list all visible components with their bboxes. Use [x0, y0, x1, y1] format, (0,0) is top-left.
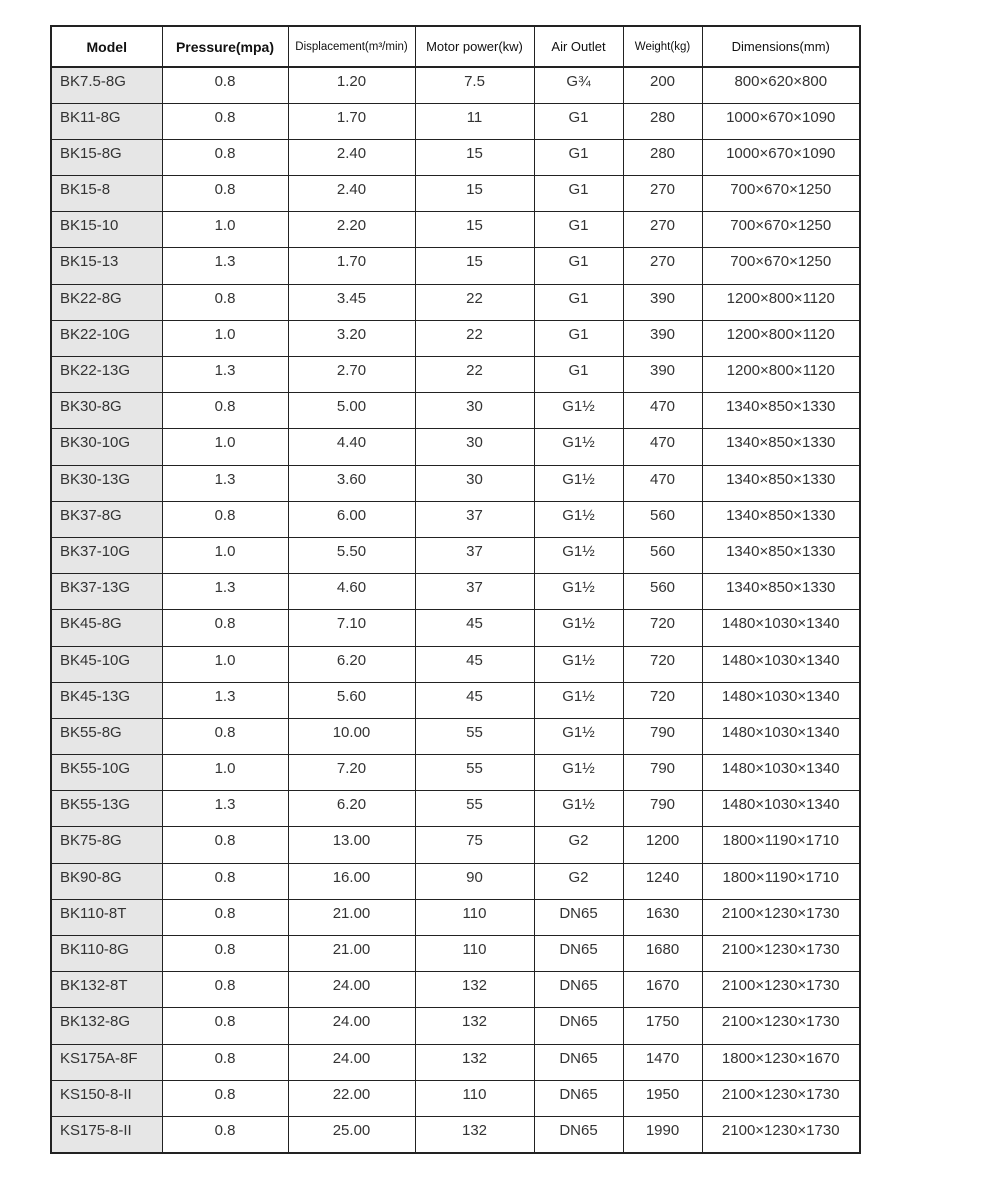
cell-motor-power: 15 [415, 248, 534, 284]
cell-model: BK15-8 [51, 176, 162, 212]
cell-weight: 790 [623, 718, 702, 754]
table-row [51, 248, 860, 284]
table-row [51, 67, 860, 103]
cell-dimensions: 1200×800×1120 [702, 320, 860, 356]
table-row [51, 827, 860, 863]
cell-displacement: 5.60 [288, 682, 415, 718]
header-displacement: Displacement(m³/min) [288, 26, 415, 67]
cell-weight: 470 [623, 429, 702, 465]
cell-displacement: 3.45 [288, 284, 415, 320]
cell-dimensions: 1200×800×1120 [702, 357, 860, 393]
cell-motor-power: 132 [415, 1008, 534, 1044]
cell-pressure: 0.8 [162, 176, 288, 212]
cell-motor-power: 22 [415, 320, 534, 356]
cell-displacement: 5.00 [288, 393, 415, 429]
cell-motor-power: 110 [415, 936, 534, 972]
table-row [51, 718, 860, 754]
table-row [51, 972, 860, 1008]
header-dimensions: Dimensions(mm) [702, 26, 860, 67]
cell-dimensions: 2100×1230×1730 [702, 1116, 860, 1152]
cell-weight: 470 [623, 393, 702, 429]
table-row [51, 212, 860, 248]
cell-displacement: 3.20 [288, 320, 415, 356]
cell-pressure: 0.8 [162, 67, 288, 103]
cell-motor-power: 7.5 [415, 67, 534, 103]
cell-pressure: 1.0 [162, 212, 288, 248]
cell-dimensions: 1340×850×1330 [702, 465, 860, 501]
cell-dimensions: 700×670×1250 [702, 248, 860, 284]
cell-motor-power: 37 [415, 537, 534, 573]
cell-motor-power: 55 [415, 755, 534, 791]
cell-pressure: 0.8 [162, 393, 288, 429]
cell-motor-power: 15 [415, 139, 534, 175]
cell-displacement: 2.40 [288, 176, 415, 212]
table-row [51, 863, 860, 899]
header-model: Model [51, 26, 162, 67]
cell-motor-power: 55 [415, 791, 534, 827]
cell-air-outlet: G1½ [534, 791, 623, 827]
table-row [51, 537, 860, 573]
cell-model: BK45-10G [51, 646, 162, 682]
cell-model: BK15-10 [51, 212, 162, 248]
cell-dimensions: 1800×1190×1710 [702, 827, 860, 863]
cell-weight: 270 [623, 176, 702, 212]
cell-air-outlet: G1½ [534, 465, 623, 501]
table-row [51, 899, 860, 935]
cell-air-outlet: G1½ [534, 682, 623, 718]
cell-weight: 1750 [623, 1008, 702, 1044]
cell-displacement: 24.00 [288, 972, 415, 1008]
cell-air-outlet: DN65 [534, 936, 623, 972]
cell-pressure: 0.8 [162, 936, 288, 972]
cell-dimensions: 1480×1030×1340 [702, 755, 860, 791]
table-row [51, 1116, 860, 1152]
cell-pressure: 1.3 [162, 465, 288, 501]
cell-model: BK37-8G [51, 501, 162, 537]
table-body [51, 67, 860, 1153]
cell-air-outlet: G1 [534, 248, 623, 284]
cell-air-outlet: DN65 [534, 1008, 623, 1044]
cell-air-outlet: G1½ [534, 755, 623, 791]
table-row [51, 103, 860, 139]
cell-model: KS175A-8F [51, 1044, 162, 1080]
cell-pressure: 0.8 [162, 1116, 288, 1152]
cell-weight: 720 [623, 682, 702, 718]
table-row [51, 791, 860, 827]
cell-model: BK55-8G [51, 718, 162, 754]
cell-pressure: 1.3 [162, 357, 288, 393]
cell-pressure: 0.8 [162, 863, 288, 899]
cell-motor-power: 55 [415, 718, 534, 754]
cell-motor-power: 30 [415, 393, 534, 429]
cell-model: BK30-13G [51, 465, 162, 501]
cell-dimensions: 1480×1030×1340 [702, 682, 860, 718]
cell-dimensions: 1000×670×1090 [702, 139, 860, 175]
cell-displacement: 21.00 [288, 899, 415, 935]
cell-model: KS150-8-II [51, 1080, 162, 1116]
cell-model: BK110-8T [51, 899, 162, 935]
cell-weight: 390 [623, 357, 702, 393]
header-weight: Weight(kg) [623, 26, 702, 67]
cell-displacement: 1.70 [288, 248, 415, 284]
cell-displacement: 24.00 [288, 1044, 415, 1080]
cell-dimensions: 2100×1230×1730 [702, 899, 860, 935]
cell-air-outlet: DN65 [534, 1044, 623, 1080]
cell-motor-power: 30 [415, 429, 534, 465]
cell-air-outlet: G1½ [534, 393, 623, 429]
cell-displacement: 2.70 [288, 357, 415, 393]
cell-weight: 280 [623, 139, 702, 175]
table-row [51, 501, 860, 537]
table-row [51, 682, 860, 718]
cell-displacement: 4.40 [288, 429, 415, 465]
header-motor-power: Motor power(kw) [415, 26, 534, 67]
cell-model: BK37-10G [51, 537, 162, 573]
cell-motor-power: 132 [415, 1044, 534, 1080]
table-row [51, 755, 860, 791]
cell-weight: 1990 [623, 1116, 702, 1152]
cell-model: BK30-8G [51, 393, 162, 429]
cell-displacement: 25.00 [288, 1116, 415, 1152]
cell-air-outlet: DN65 [534, 1116, 623, 1152]
cell-pressure: 0.8 [162, 718, 288, 754]
cell-motor-power: 45 [415, 610, 534, 646]
cell-motor-power: 11 [415, 103, 534, 139]
table-header [51, 26, 860, 67]
cell-air-outlet: DN65 [534, 972, 623, 1008]
cell-pressure: 0.8 [162, 1008, 288, 1044]
cell-weight: 200 [623, 67, 702, 103]
cell-pressure: 1.0 [162, 537, 288, 573]
cell-weight: 790 [623, 791, 702, 827]
table-row [51, 646, 860, 682]
cell-dimensions: 2100×1230×1730 [702, 1008, 860, 1044]
cell-air-outlet: G1½ [534, 537, 623, 573]
cell-air-outlet: G1 [534, 320, 623, 356]
cell-dimensions: 1340×850×1330 [702, 429, 860, 465]
cell-model: BK132-8T [51, 972, 162, 1008]
cell-weight: 1950 [623, 1080, 702, 1116]
table-row [51, 1044, 860, 1080]
cell-motor-power: 30 [415, 465, 534, 501]
cell-weight: 270 [623, 212, 702, 248]
cell-displacement: 16.00 [288, 863, 415, 899]
cell-dimensions: 1800×1190×1710 [702, 863, 860, 899]
cell-air-outlet: G1½ [534, 646, 623, 682]
cell-air-outlet: G2 [534, 827, 623, 863]
cell-motor-power: 45 [415, 646, 534, 682]
cell-weight: 280 [623, 103, 702, 139]
cell-weight: 390 [623, 284, 702, 320]
cell-air-outlet: G1 [534, 139, 623, 175]
table-row [51, 320, 860, 356]
cell-pressure: 0.8 [162, 284, 288, 320]
cell-model: BK15-8G [51, 139, 162, 175]
cell-motor-power: 75 [415, 827, 534, 863]
cell-weight: 560 [623, 574, 702, 610]
cell-weight: 1630 [623, 899, 702, 935]
cell-weight: 720 [623, 610, 702, 646]
cell-air-outlet: G¾ [534, 67, 623, 103]
table-row [51, 284, 860, 320]
cell-pressure: 1.0 [162, 646, 288, 682]
cell-dimensions: 2100×1230×1730 [702, 972, 860, 1008]
table-row [51, 393, 860, 429]
cell-pressure: 1.0 [162, 429, 288, 465]
cell-pressure: 0.8 [162, 139, 288, 175]
cell-weight: 1240 [623, 863, 702, 899]
cell-pressure: 0.8 [162, 610, 288, 646]
cell-displacement: 1.20 [288, 67, 415, 103]
header-air-outlet: Air Outlet [534, 26, 623, 67]
cell-air-outlet: DN65 [534, 899, 623, 935]
cell-model: BK15-13 [51, 248, 162, 284]
cell-air-outlet: G1½ [534, 429, 623, 465]
cell-weight: 270 [623, 248, 702, 284]
spec-table [50, 25, 861, 1154]
cell-dimensions: 1200×800×1120 [702, 284, 860, 320]
cell-pressure: 0.8 [162, 501, 288, 537]
cell-air-outlet: G1½ [534, 610, 623, 646]
header-row [51, 26, 860, 67]
cell-weight: 390 [623, 320, 702, 356]
cell-pressure: 0.8 [162, 899, 288, 935]
table-row [51, 936, 860, 972]
cell-displacement: 1.70 [288, 103, 415, 139]
cell-displacement: 13.00 [288, 827, 415, 863]
cell-motor-power: 110 [415, 899, 534, 935]
cell-dimensions: 700×670×1250 [702, 212, 860, 248]
cell-dimensions: 1340×850×1330 [702, 574, 860, 610]
cell-displacement: 6.00 [288, 501, 415, 537]
cell-dimensions: 1340×850×1330 [702, 393, 860, 429]
cell-air-outlet: G1 [534, 284, 623, 320]
cell-pressure: 1.0 [162, 755, 288, 791]
cell-displacement: 3.60 [288, 465, 415, 501]
cell-pressure: 0.8 [162, 972, 288, 1008]
cell-model: BK110-8G [51, 936, 162, 972]
cell-dimensions: 1480×1030×1340 [702, 791, 860, 827]
cell-model: BK7.5-8G [51, 67, 162, 103]
cell-air-outlet: G1½ [534, 574, 623, 610]
cell-motor-power: 15 [415, 176, 534, 212]
cell-displacement: 21.00 [288, 936, 415, 972]
cell-model: BK37-13G [51, 574, 162, 610]
cell-dimensions: 2100×1230×1730 [702, 1080, 860, 1116]
cell-displacement: 7.20 [288, 755, 415, 791]
cell-displacement: 5.50 [288, 537, 415, 573]
cell-motor-power: 37 [415, 501, 534, 537]
cell-model: BK55-13G [51, 791, 162, 827]
header-pressure: Pressure(mpa) [162, 26, 288, 67]
cell-dimensions: 1480×1030×1340 [702, 610, 860, 646]
cell-displacement: 7.10 [288, 610, 415, 646]
cell-model: BK90-8G [51, 863, 162, 899]
cell-model: BK55-10G [51, 755, 162, 791]
cell-motor-power: 37 [415, 574, 534, 610]
cell-weight: 1670 [623, 972, 702, 1008]
cell-model: BK22-10G [51, 320, 162, 356]
cell-weight: 1200 [623, 827, 702, 863]
cell-pressure: 0.8 [162, 1080, 288, 1116]
cell-air-outlet: G1½ [534, 718, 623, 754]
cell-motor-power: 110 [415, 1080, 534, 1116]
cell-motor-power: 132 [415, 972, 534, 1008]
cell-air-outlet: G1½ [534, 501, 623, 537]
table-row [51, 1080, 860, 1116]
cell-air-outlet: DN65 [534, 1080, 623, 1116]
cell-displacement: 6.20 [288, 646, 415, 682]
cell-dimensions: 700×670×1250 [702, 176, 860, 212]
cell-weight: 790 [623, 755, 702, 791]
cell-displacement: 6.20 [288, 791, 415, 827]
cell-pressure: 1.3 [162, 791, 288, 827]
cell-motor-power: 132 [415, 1116, 534, 1152]
table-row [51, 429, 860, 465]
cell-weight: 720 [623, 646, 702, 682]
cell-pressure: 1.0 [162, 320, 288, 356]
cell-displacement: 24.00 [288, 1008, 415, 1044]
cell-model: BK45-13G [51, 682, 162, 718]
cell-model: BK132-8G [51, 1008, 162, 1044]
cell-motor-power: 15 [415, 212, 534, 248]
table-row [51, 357, 860, 393]
cell-dimensions: 2100×1230×1730 [702, 936, 860, 972]
cell-displacement: 22.00 [288, 1080, 415, 1116]
cell-weight: 560 [623, 537, 702, 573]
cell-motor-power: 45 [415, 682, 534, 718]
cell-dimensions: 1000×670×1090 [702, 103, 860, 139]
table-row [51, 610, 860, 646]
cell-air-outlet: G1 [534, 176, 623, 212]
cell-model: BK11-8G [51, 103, 162, 139]
cell-weight: 470 [623, 465, 702, 501]
cell-air-outlet: G1 [534, 212, 623, 248]
cell-pressure: 0.8 [162, 103, 288, 139]
cell-weight: 560 [623, 501, 702, 537]
cell-displacement: 10.00 [288, 718, 415, 754]
cell-pressure: 1.3 [162, 682, 288, 718]
cell-model: BK22-8G [51, 284, 162, 320]
cell-dimensions: 1800×1230×1670 [702, 1044, 860, 1080]
cell-dimensions: 1480×1030×1340 [702, 718, 860, 754]
cell-dimensions: 1340×850×1330 [702, 501, 860, 537]
table-row [51, 574, 860, 610]
cell-dimensions: 1480×1030×1340 [702, 646, 860, 682]
table-row [51, 139, 860, 175]
table-row [51, 176, 860, 212]
cell-motor-power: 22 [415, 284, 534, 320]
table-row [51, 465, 860, 501]
cell-motor-power: 22 [415, 357, 534, 393]
cell-model: BK30-10G [51, 429, 162, 465]
cell-weight: 1680 [623, 936, 702, 972]
cell-model: KS175-8-II [51, 1116, 162, 1152]
table-row [51, 1008, 860, 1044]
cell-pressure: 1.3 [162, 248, 288, 284]
cell-displacement: 2.40 [288, 139, 415, 175]
cell-dimensions: 800×620×800 [702, 67, 860, 103]
cell-model: BK75-8G [51, 827, 162, 863]
cell-model: BK45-8G [51, 610, 162, 646]
cell-pressure: 0.8 [162, 1044, 288, 1080]
cell-weight: 1470 [623, 1044, 702, 1080]
cell-air-outlet: G1 [534, 103, 623, 139]
cell-air-outlet: G1 [534, 357, 623, 393]
cell-displacement: 2.20 [288, 212, 415, 248]
cell-displacement: 4.60 [288, 574, 415, 610]
cell-motor-power: 90 [415, 863, 534, 899]
cell-air-outlet: G2 [534, 863, 623, 899]
cell-pressure: 0.8 [162, 827, 288, 863]
cell-pressure: 1.3 [162, 574, 288, 610]
cell-dimensions: 1340×850×1330 [702, 537, 860, 573]
cell-model: BK22-13G [51, 357, 162, 393]
